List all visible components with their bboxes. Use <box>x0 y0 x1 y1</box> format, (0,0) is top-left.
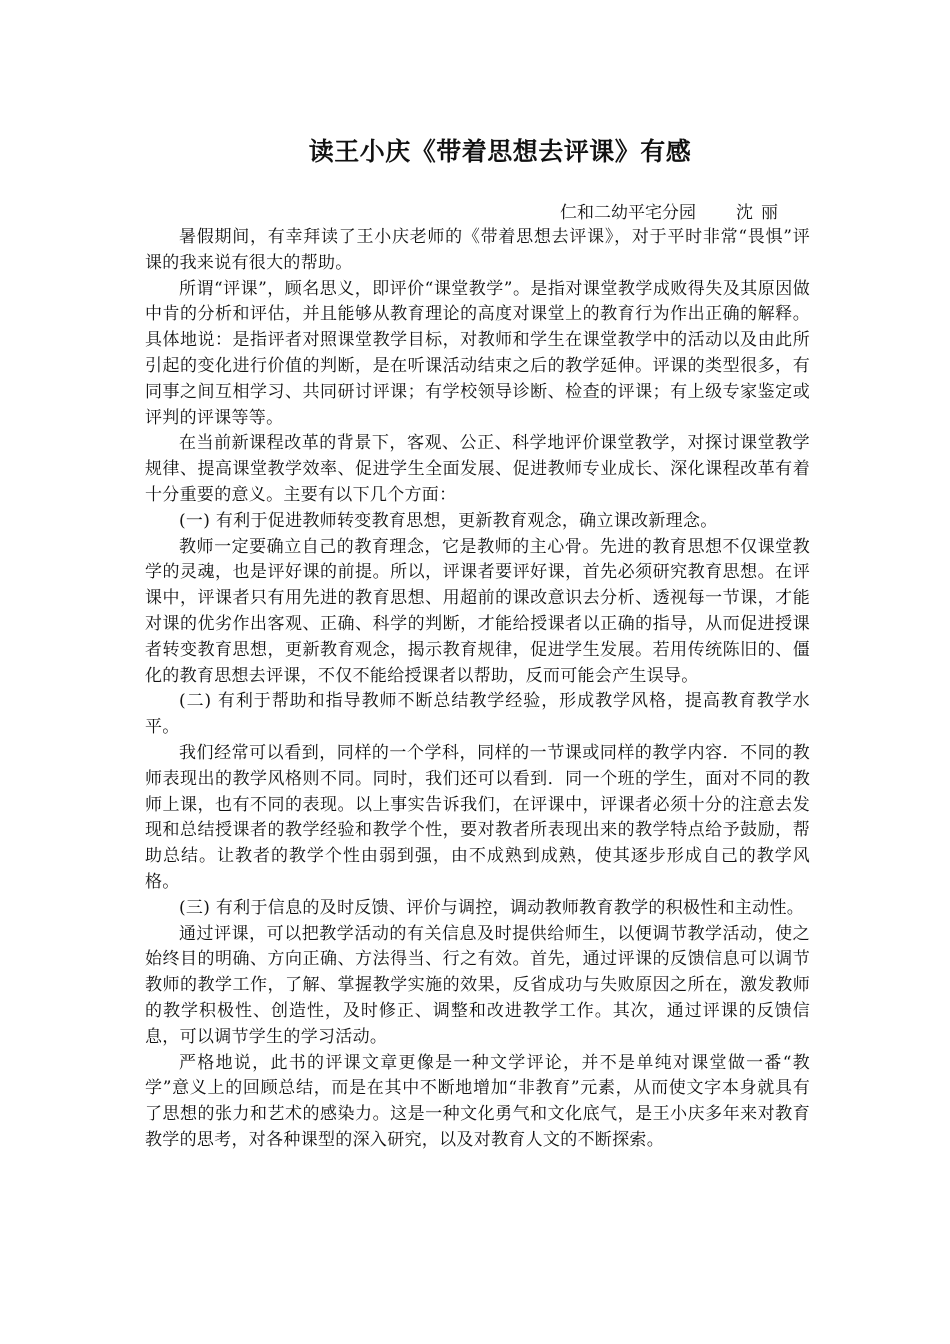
paragraph: 教师一定要确立自己的教育理念，它是教师的主心骨。先进的教育思想不仅课堂教学的灵魂，也是评好课的前提。所以，评课者要评好课，首先必须研究教育思想。在评课中，评课者只有用先进的教育思想、用超前的课改意识去分析、透视每一节课，才能对课的优劣作出客观、正确、科学的判断，才能给授课者以正确的指导，从而促进授课者转变教育思想，更新教育观念，揭示教育规律，促进学生发展。若用传统陈旧的、僵化的教育思想去评课，不仅不能给授课者以帮助，反而可能会产生误导。 <box>145 536 810 686</box>
paragraph: 我们经常可以看到，同样的一个学科，同样的一节课或同样的教学内容．不同的教师表现出的教学风格则不同。同时，我们还可以看到．同一个班的学生，面对不同的教师上课，也有不同的表现。以上事实告诉我们，在评课中，评课者必须十分的注意去发现和总结授课者的教学经验和教学个性，要对教者所表现出来的教学特点给予鼓励，帮助总结。让教者的教学个性由弱到强，由不成熟到成熟，使其逐步形成自己的教学风格。 <box>145 742 810 892</box>
author-name: 沈丽 <box>736 203 786 223</box>
section-heading: (一) 有利于促进教师转变教育思想，更新教育观念，确立课改新理念。 <box>179 510 718 531</box>
paragraph: 暑假期间，有幸拜读了王小庆老师的《带着思想去评课》，对于平时非常“畏惧”评课的我来说有很大的帮助。 <box>145 227 810 273</box>
section-heading: (二) 有利于帮助和指导教师不断总结教学经验，形成教学风格，提高教育教学水平。 <box>145 691 810 738</box>
paragraph: 严格地说，此书的评课文章更像是一种文学评论，并不是单纯对课堂做一番“教学”意义上的回顾总结，而是在其中不断地增加“非教育”元素，从而使文字本身就具有了思想的张力和艺术的感染力。这是一种文化勇气和文化底气，是王小庆多年来对教育教学的思考，对各种课型的深入研究，以及对教育人文的不断探索。 <box>145 1052 810 1150</box>
paragraph: 通过评课，可以把教学活动的有关信息及时提供给师生，以便调节教学活动，使之始终目的明确、方向正确、方法得当、行之有效。首先，通过评课的反馈信息可以调节教师的教学工作，了解、掌握教学实施的效果，反省成功与失败原因之所在，激发教师的教学积极性、创造性，及时修正、调整和改进教学工作。其次，通过评课的反馈信息，可以调节学生的学习活动。 <box>145 923 810 1047</box>
author-affiliation: 仁和二幼平宅分园 <box>560 203 696 223</box>
paragraph: 所谓“评课”，顾名思义，即评价“课堂教学”。是指对课堂教学成败得失及其原因做中肯的分析和评估，并且能够从教育理论的高度对课堂上的教育行为作出正确的解释。具体地说：是指评者对照课堂教学目标，对教师和学生在课堂教学中的活动以及由此所引起的变化进行价值的判断，是在听课活动结束之后的教学延伸。评课的类型很多，有同事之间互相学习、共同研讨评课；有学校领导诊断、检查的评课；有上级专家鉴定或评判的评课等等。 <box>145 278 810 428</box>
article-body <box>145 225 810 1154</box>
byline <box>560 201 786 225</box>
document-title: 读王小庆《带着思想去评课》有感 <box>308 137 692 166</box>
section-heading: (三) 有利于信息的及时反馈、评价与调控，调动教师教育教学的积极性和主动性。 <box>179 897 805 918</box>
paragraph: 在当前新课程改革的背景下，客观、公正、科学地评价课堂教学，对探讨课堂教学规律、提高课堂教学效率、促进学生全面发展、促进教师专业成长、深化课程改革有着十分重要的意义。主要有以下几个方面： <box>145 433 810 505</box>
